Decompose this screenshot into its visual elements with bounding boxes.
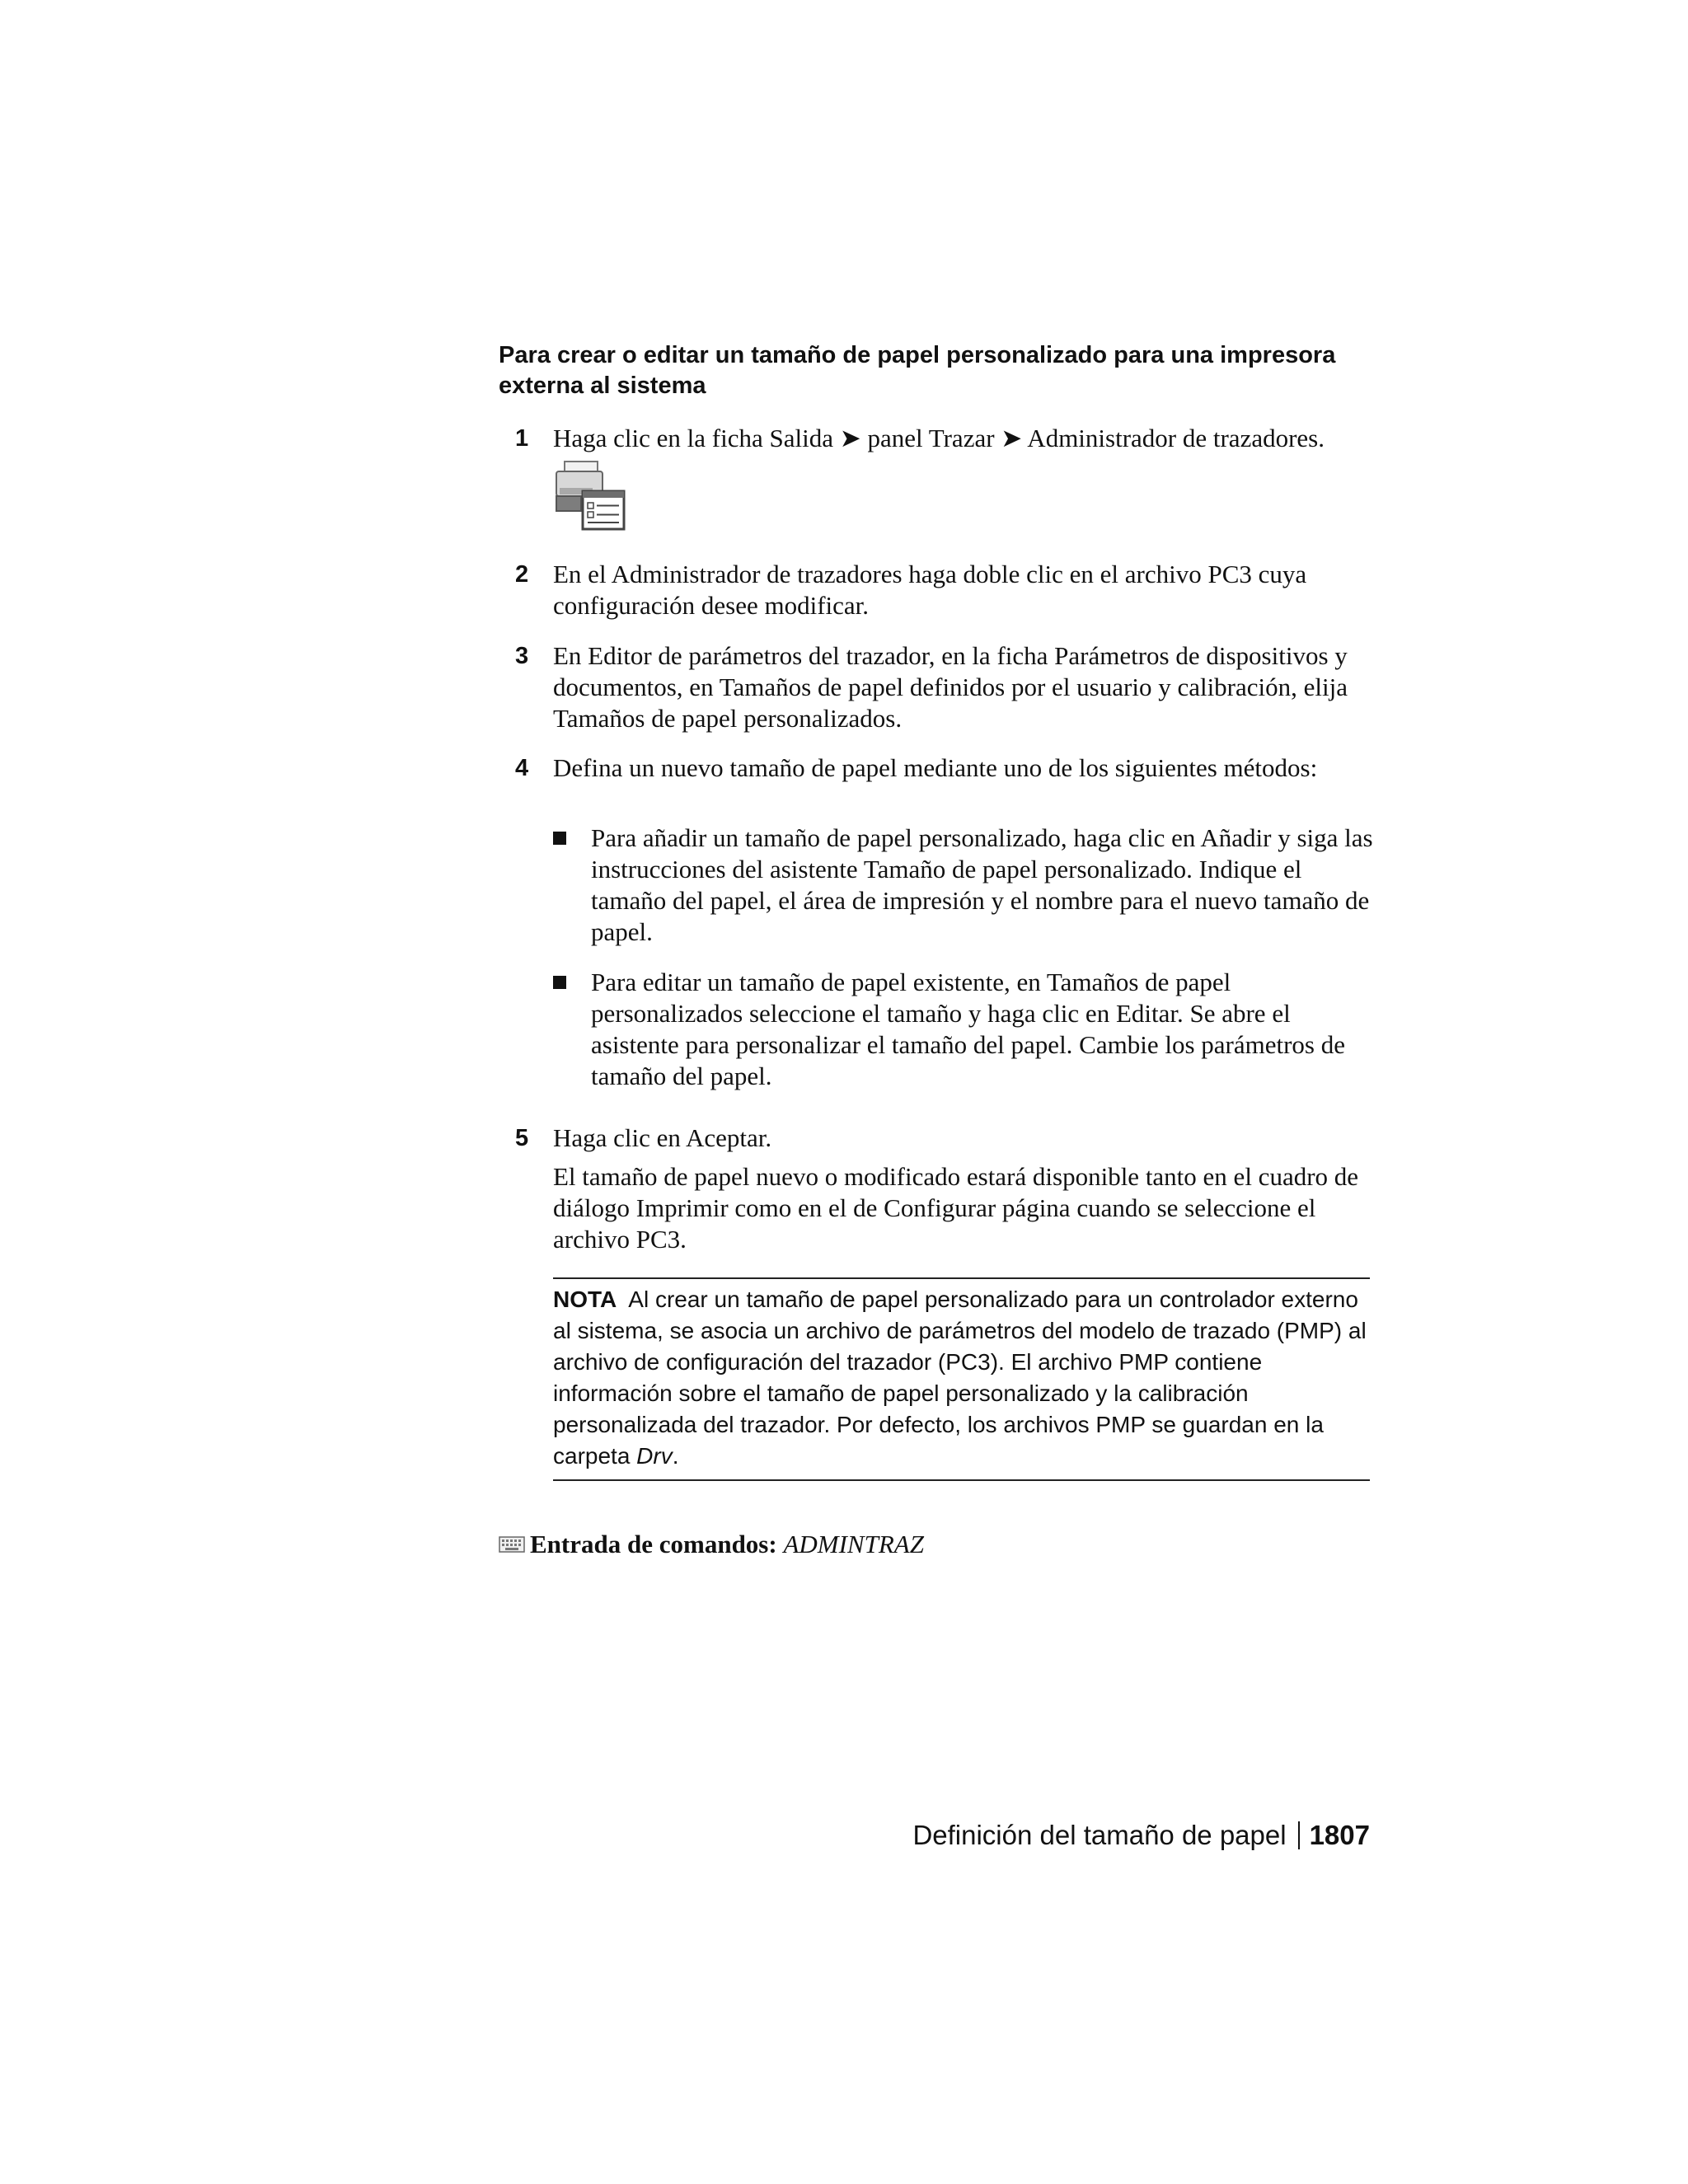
- note-divider-top: [553, 1277, 1370, 1279]
- step-number: 3: [515, 643, 529, 669]
- note-divider-bottom: [553, 1479, 1370, 1481]
- bullet-text: Para editar un tamaño de papel existente, en Tamaños de papel personalizados seleccione el tamaño y haga clic en Editar. Se abre el asistente para personalizar el tamaño del papel. Cambie los parámetros de tamaño del papel.: [591, 968, 1345, 1090]
- step-text: En el Administrador de trazadores haga doble clic en el archivo PC3 cuya configuración desee modificar.: [553, 560, 1307, 620]
- procedure-heading: Para crear o editar un tamaño de papel personalizado para una impresora externa al sistema: [499, 342, 1336, 399]
- plotter-manager-icon: [553, 460, 627, 534]
- note-end: .: [672, 1443, 679, 1469]
- footer-section-title: Definición del tamaño de papel: [912, 1820, 1287, 1850]
- keyboard-icon: [499, 1530, 525, 1562]
- step-text: Haga clic en Aceptar.: [553, 1123, 772, 1152]
- step-number: 5: [515, 1125, 529, 1151]
- step-number: 4: [515, 755, 529, 781]
- bullet-square-icon: [553, 976, 566, 989]
- note-text: Al crear un tamaño de papel personalizado para un controlador externo al sistema, se asocia un archivo de parámetros del modelo de trazado (PMP) al archivo de configuración del trazador (PC3). El archivo PMP contiene información sobre el tamaño de papel personalizado y la calibración personalizada del trazador. Por defecto, los archivos PMP se guardan en la carpeta: [553, 1286, 1367, 1469]
- command-label: Entrada de comandos:: [530, 1530, 777, 1558]
- bullet-text: Para añadir un tamaño de papel personalizado, haga clic en Añadir y siga las instrucciones del asistente Tamaño de papel personalizado. Indique el tamaño del papel, el área de impresión y el nombre para el nuevo tamaño de papel.: [591, 823, 1373, 946]
- page-footer: [912, 1819, 1370, 1852]
- bullet-square-icon: [553, 832, 566, 845]
- step-text: En Editor de parámetros del trazador, en la ficha Parámetros de dispositivos y documentos, en Tamaños de papel definidos por el usuario y calibración, elija Tamaños de papel personalizados.: [553, 641, 1348, 733]
- step-number: 2: [515, 561, 529, 588]
- page-number: 1807: [1309, 1820, 1370, 1850]
- note-folder-name: Drv: [636, 1443, 673, 1469]
- note-box: [553, 1284, 1370, 1472]
- step-text: Defina un nuevo tamaño de papel mediante uno de los siguientes métodos:: [553, 753, 1318, 782]
- step-5-result: El tamaño de papel nuevo o modificado estará disponible tanto en el cuadro de diálogo Imprimir como en el de Configurar página cuando se seleccione el archivo PC3.: [553, 1162, 1359, 1254]
- step-text: Haga clic en la ficha Salida ➤ panel Trazar ➤ Administrador de trazadores.: [553, 424, 1325, 452]
- note-label: NOTA: [553, 1286, 617, 1312]
- footer-separator: [1298, 1821, 1300, 1849]
- command-value: ADMINTRAZ: [783, 1530, 924, 1558]
- step-number: 1: [515, 425, 529, 452]
- command-entry: [499, 1529, 924, 1562]
